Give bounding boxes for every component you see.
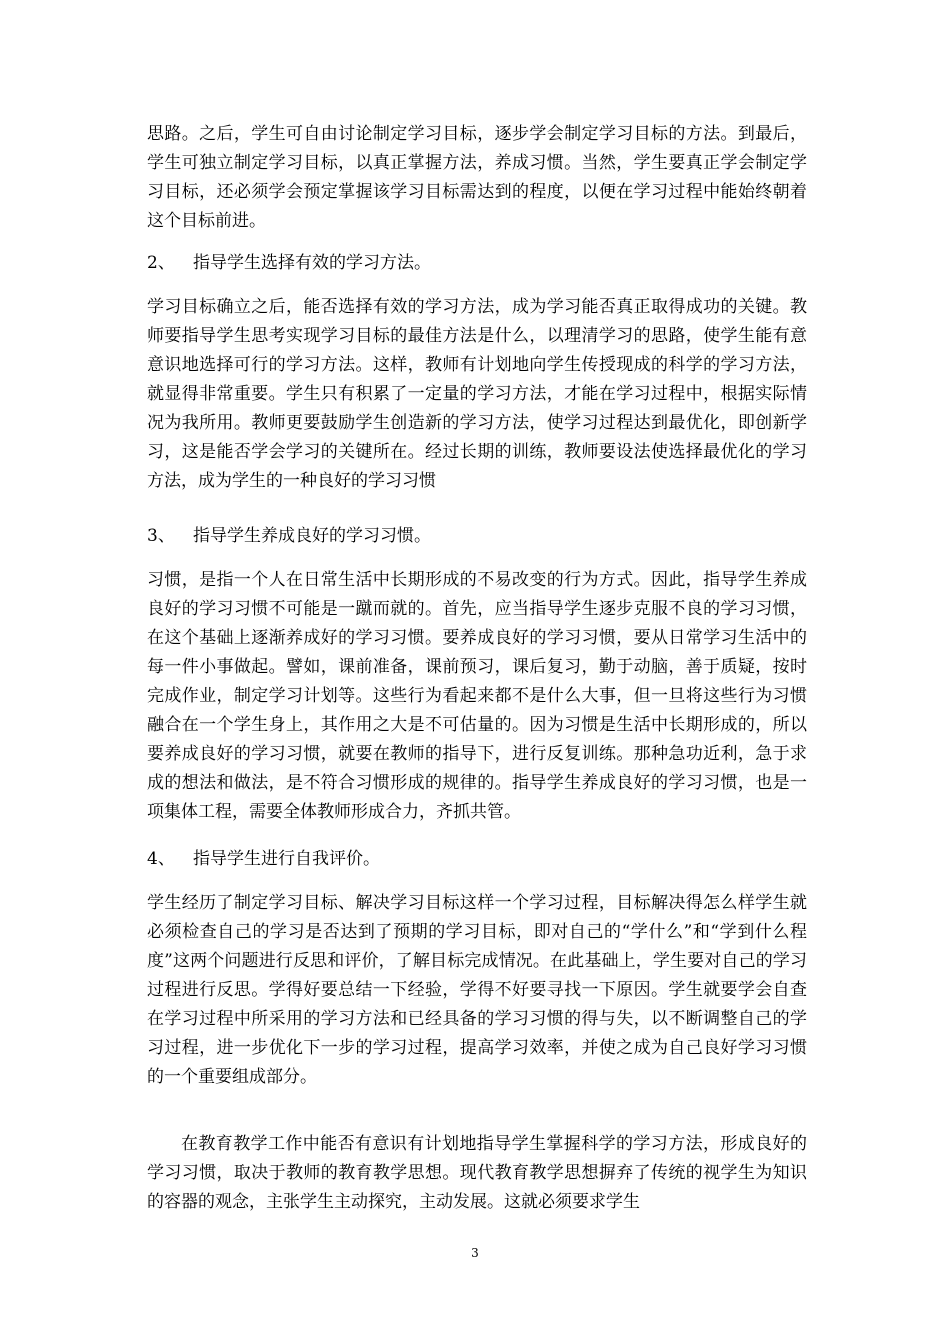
section-title: 指导学生选择有效的学习方法。 xyxy=(193,253,431,273)
section-title: 指导学生养成良好的学习习惯。 xyxy=(193,526,431,546)
section-title: 指导学生进行自我评价。 xyxy=(193,849,380,869)
section-heading-4 xyxy=(147,845,807,874)
section-number: 4、 xyxy=(147,849,175,869)
paragraph-learning-habits: 习惯，是指一个人在日常生活中长期形成的不易改变的行为方式。因此，指导学生养成良好的学习习惯不可能是一蹴而就的。首先，应当指导学生逐步克服不良的学习习惯，在这个基础上逐渐养成好的学习习惯。要养成良好的学习习惯，要从日常学习生活中的每一件小事做起。譬如，课前准备，课前预习，课后复习，勤于动脑，善于质疑，按时完成作业，制定学习计划等。这些行为看起来都不是什么大事，但一旦将这些行为习惯融合在一个学生身上，其作用之大是不可估量的。因为习惯是生活中长期形成的，所以要养成良好的学习习惯，就要在教师的指导下，进行反复训练。那种急功近利，急于求成的想法和做法，是不符合习惯形成的规律的。指导学生养成良好的学习习惯，也是一项集体工程，需要全体教师形成合力，齐抓共管。 xyxy=(147,570,807,822)
section-heading-3 xyxy=(147,522,807,551)
section-number: 3、 xyxy=(147,526,175,546)
page-number: 3 xyxy=(471,1246,479,1260)
section-number: 2、 xyxy=(147,253,175,273)
paragraph-self-evaluation: 学生经历了制定学习目标、解决学习目标这样一个学习过程，目标解决得怎么样学生就必须检查自己的学习是否达到了预期的学习目标，即对自己的“学什么”和“学到什么程度”这两个问题进行反思和评价，了解目标完成情况。在此基础上，学生要对自己的学习过程进行反思。学得好要总结一下经验，学得不好要寻找一下原因。学生就要学会自查在学习过程中所采用的学习方法和已经具备的学习习惯的得与失，以不断调整自己的学习过程，进一步优化下一步的学习过程，提高学习效率，并使之成为自己良好学习习惯的一个重要组成部分。 xyxy=(147,893,807,1087)
section-heading-2 xyxy=(147,249,807,278)
paragraph-learning-methods: 学习目标确立之后，能否选择有效的学习方法，成为学习能否真正取得成功的关键。教师要指导学生思考实现学习目标的最佳方法是什么，以理清学习的思路，使学生能有意意识地选择可行的学习方法。这样，教师有计划地向学生传授现成的科学的学习方法，就显得非常重要。学生只有积累了一定量的学习方法，才能在学习过程中，根据实际情况为我所用。教师更要鼓励学生创造新的学习方法，使学习过程达到最优化，即创新学习，这是能否学会学习的关键所在。经过长期的训练，教师要设法使选择最优化的学习方法，成为学生的一种良好的学习习惯 xyxy=(147,297,807,491)
paragraph-teaching-philosophy: 在教育教学工作中能否有意识有计划地指导学生掌握科学的学习方法，形成良好的学习习惯，取决于教师的教育教学思想。现代教育教学思想摒弃了传统的视学生为知识的容器的观念，主张学生主动探究，主动发展。这就必须要求学生 xyxy=(147,1134,807,1212)
paragraph-continuation: 思路。之后，学生可自由讨论制定学习目标，逐步学会制定学习目标的方法。到最后，学生可独立制定学习目标，以真正掌握方法，养成习惯。当然，学生要真正学会制定学习目标，还必须学会预定掌握该学习目标需达到的程度，以便在学习过程中能始终朝着这个目标前进。 xyxy=(147,124,807,231)
